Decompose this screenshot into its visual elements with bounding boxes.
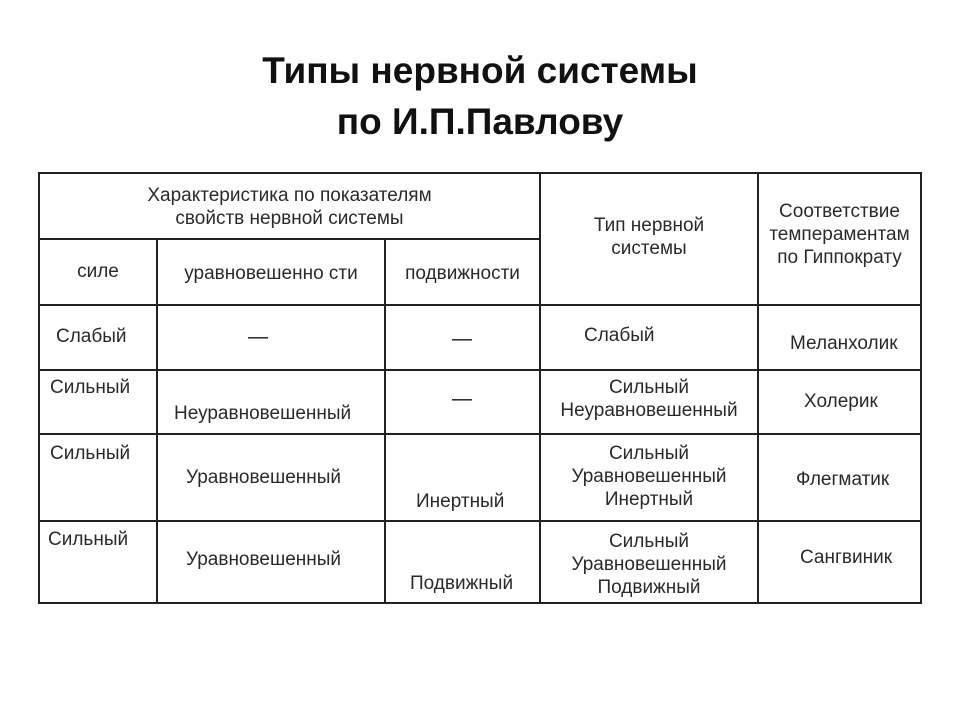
header-bottom-line <box>38 304 922 306</box>
header-strength: силе <box>77 261 119 282</box>
header-temperament <box>759 200 920 269</box>
row4-type-line-1: Сильный <box>608 531 690 552</box>
row4-balance: Уравновешенный <box>186 549 342 570</box>
table-border-top <box>38 172 922 174</box>
row3-type <box>541 442 757 511</box>
row4-type-line-2: Уравновешенный <box>571 554 727 575</box>
row3-temperament: Флегматик <box>796 469 890 490</box>
header-type <box>541 214 757 260</box>
header-temperament-line-2: темпераментам <box>769 224 910 245</box>
nervous-system-types-table <box>38 172 922 604</box>
row-divider-2 <box>38 433 922 435</box>
row2-type-line-1: Сильный <box>608 377 690 398</box>
row1-type <box>584 324 655 347</box>
row1-temperament: Меланхолик <box>790 333 898 354</box>
row1-strength: Слабый <box>56 326 127 347</box>
row1-balance: — <box>248 326 268 348</box>
row2-strength: Сильный <box>50 377 131 398</box>
header-characteristic <box>40 184 539 230</box>
row4-type-line-3: Подвижный <box>597 577 701 598</box>
row4-temperament: Сангвиник <box>800 547 893 568</box>
row4-mobility: Подвижный <box>410 573 514 594</box>
row4-type <box>541 530 757 599</box>
header-characteristic-line-2: свойств нервной системы <box>175 208 404 229</box>
row2-type <box>541 376 757 422</box>
header-type-line-2: системы <box>611 238 687 259</box>
row3-type-line-1: Сильный <box>608 443 690 464</box>
header-divider <box>38 238 540 240</box>
header-temperament-line-3: по Гиппократу <box>777 247 902 268</box>
row1-mobility: — <box>452 328 472 350</box>
row-divider-1 <box>38 369 922 371</box>
row-divider-3 <box>38 520 922 522</box>
table-border-right <box>920 172 922 604</box>
page-title-line-1: Типы нервной системы <box>262 50 698 91</box>
row2-balance: Неуравновешенный <box>174 403 352 424</box>
column-divider-2 <box>384 238 386 604</box>
header-characteristic-line-1: Характеристика по показателям <box>147 185 432 206</box>
header-mobility: подвижности <box>405 263 520 284</box>
column-divider-1 <box>156 238 158 604</box>
row2-mobility: — <box>452 388 472 410</box>
row2-temperament: Холерик <box>804 391 878 412</box>
header-balance: уравновешенно сти <box>184 263 358 284</box>
row2-type-line-2: Неуравновешенный <box>560 400 738 421</box>
row3-type-line-2: Уравновешенный <box>571 466 727 487</box>
page-title-line-2: по И.П.Павлову <box>336 101 624 142</box>
row4-strength: Сильный <box>48 529 129 550</box>
row3-balance: Уравновешенный <box>186 467 342 488</box>
row3-mobility: Инертный <box>416 491 505 512</box>
header-temperament-line-1: Соответствие <box>779 201 900 222</box>
row3-strength: Сильный <box>50 443 131 464</box>
row1-type-line-1: Слабый <box>584 325 655 346</box>
row3-type-line-3: Инертный <box>604 489 694 510</box>
header-type-line-1: Тип нервной <box>593 215 705 236</box>
table-border-left <box>38 172 40 604</box>
table-border-bottom <box>38 602 922 604</box>
